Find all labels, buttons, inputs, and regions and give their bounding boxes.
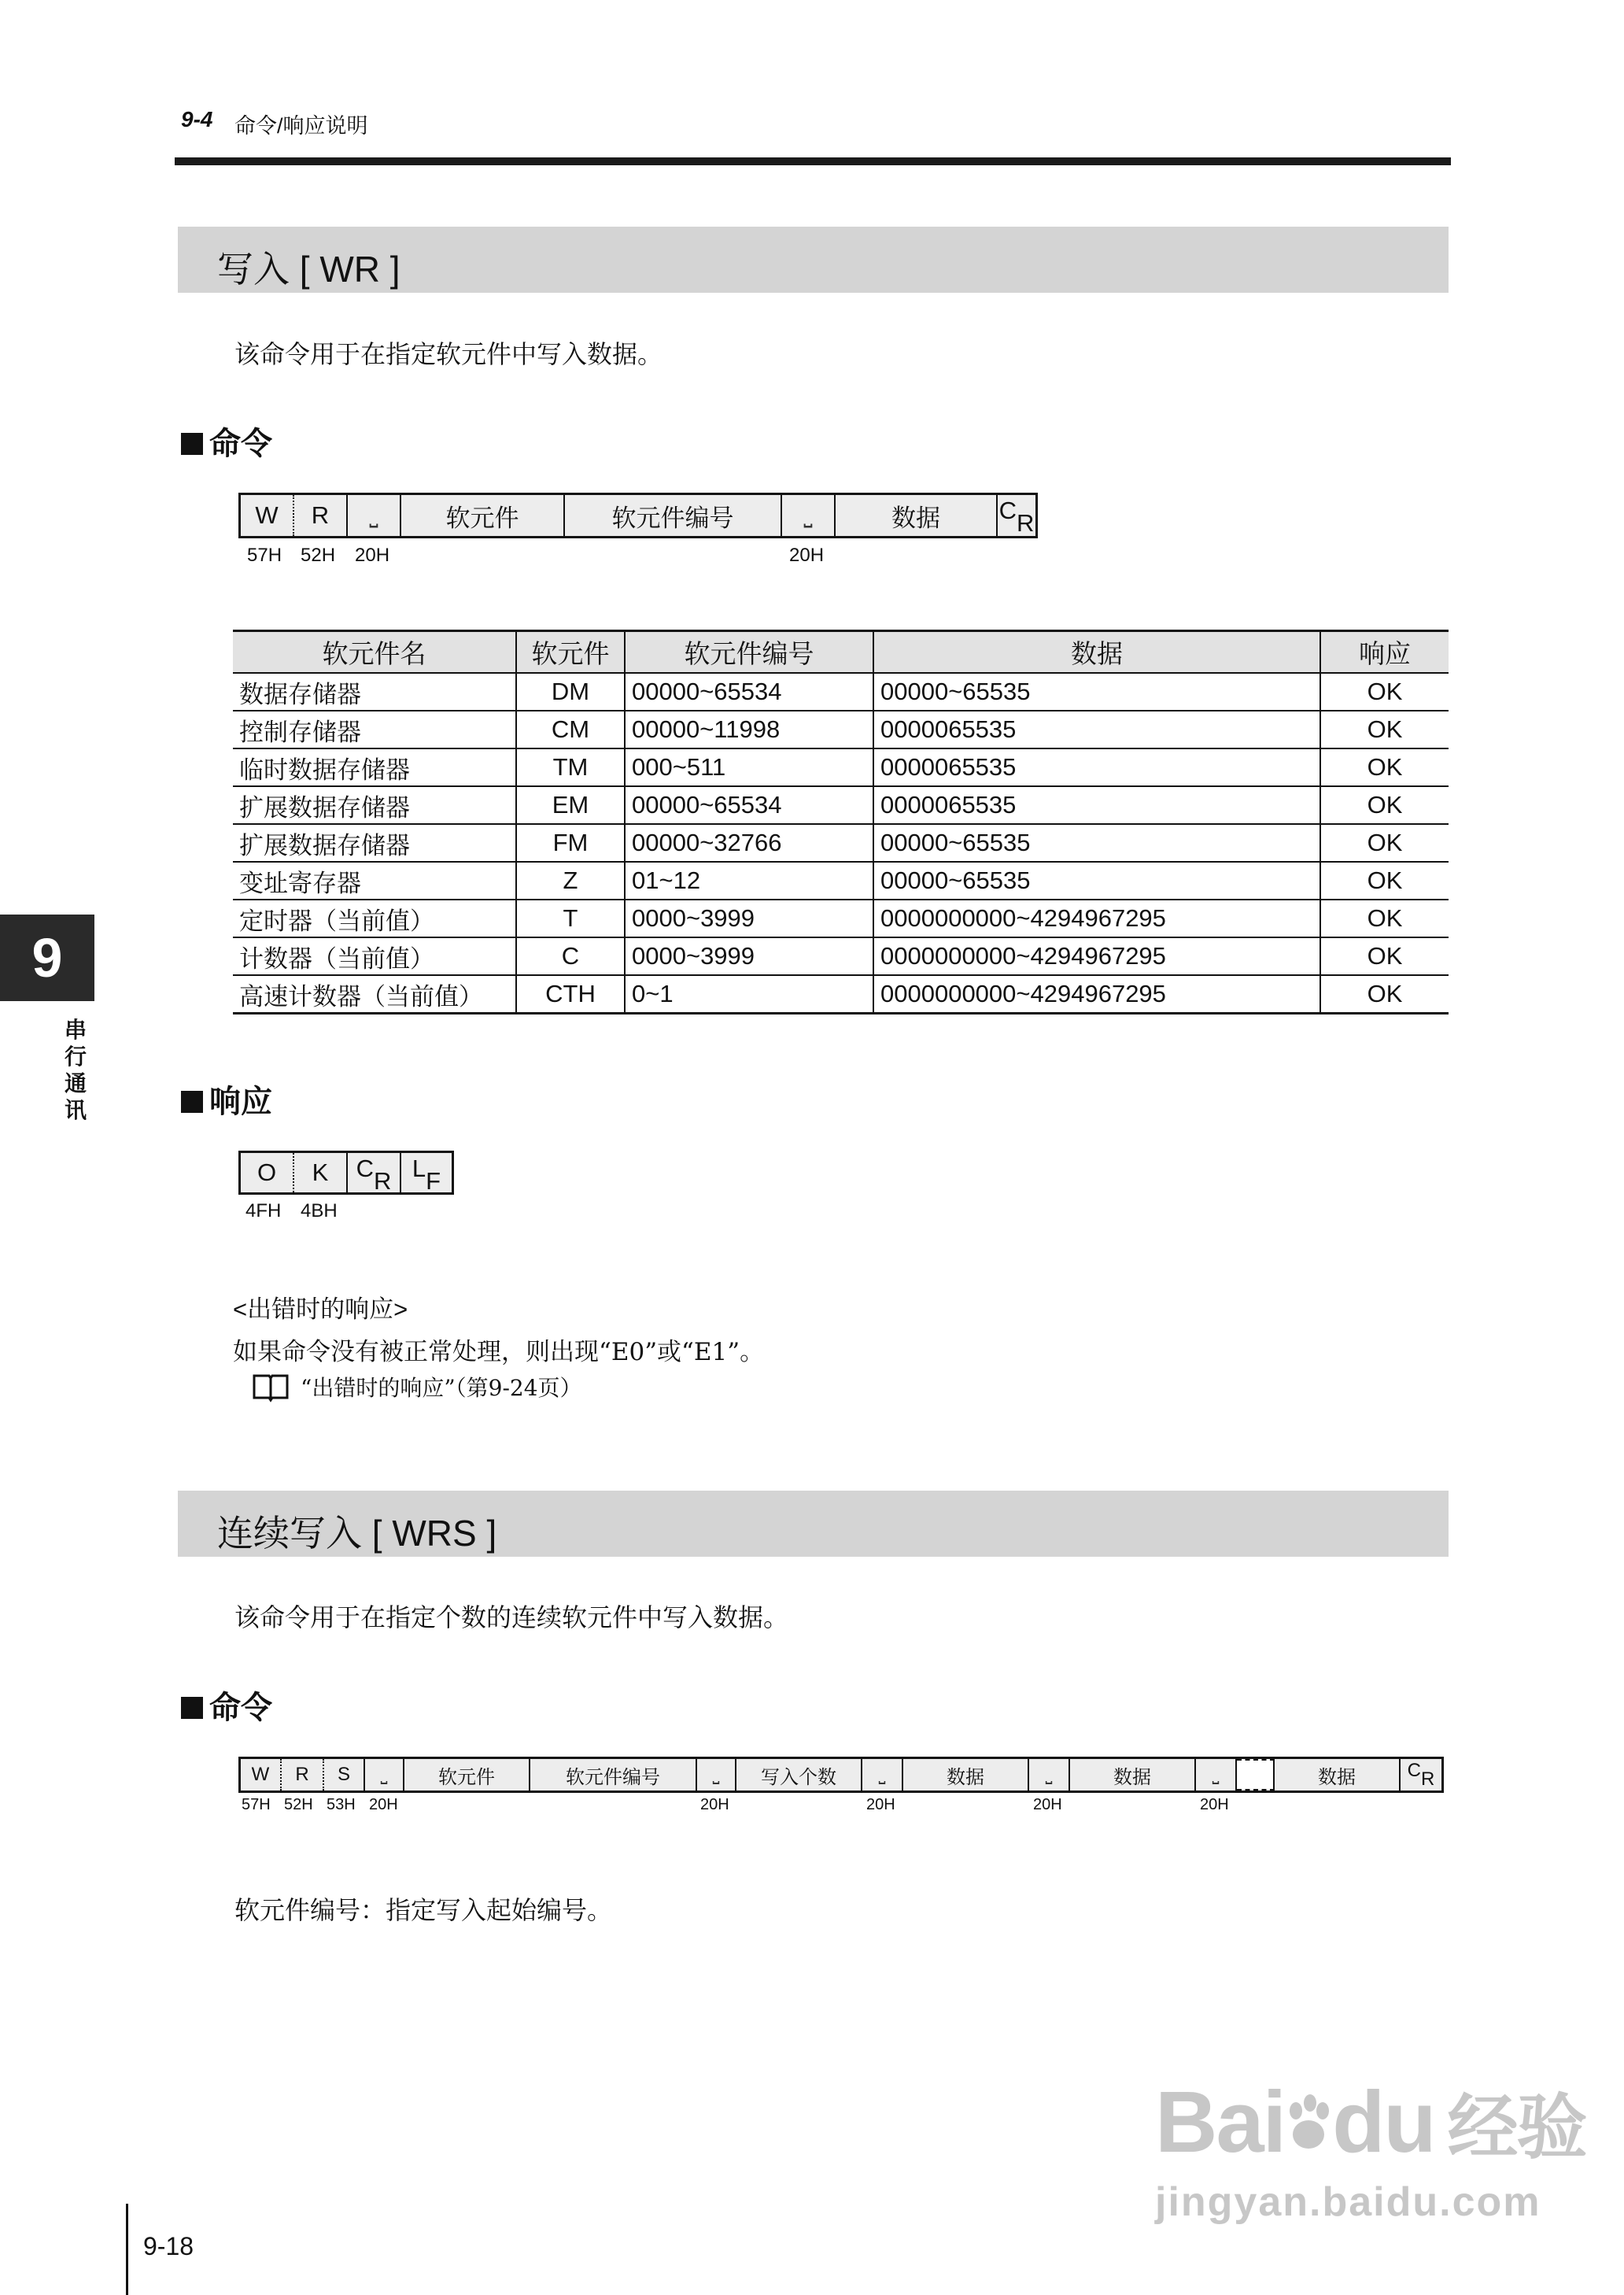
frame-space: ⎵ [782,495,836,536]
cell-name: 控制存储器 [233,711,516,748]
error-heading: <出错时的响应> [233,1295,408,1323]
frame-write-count: 写入个数 [736,1759,862,1791]
wrs-description: 该命令用于在指定个数的连续软元件中写入数据。 [234,1602,789,1632]
frame-device-number: 软元件编号 [530,1759,697,1791]
table-row [233,900,1449,937]
frame-space: ⎵ [348,495,401,536]
frame-device: 软元件 [404,1759,530,1791]
frame-device-number: 软元件编号 [565,495,782,536]
square-bullet-icon [181,1091,203,1113]
cell-data: 00000~65535 [873,673,1320,711]
cell-name: 定时器（当前值） [233,900,516,937]
hex-label: 20H [700,1796,729,1813]
frame-cr: C R [348,1153,401,1192]
reference-text[interactable]: “出错时的响应”（第9-24页） [301,1375,582,1401]
cell-name: 扩展数据存储器 [233,824,516,862]
frame-char-w: W [241,1759,282,1791]
wr-description: 该命令用于在指定软元件中写入数据。 [234,339,663,369]
page-number: 9-18 [143,2232,194,2260]
wrs-command-heading: 命令 [181,1683,272,1728]
frame-char-o: O [241,1153,294,1192]
wr-response-frame [238,1151,454,1195]
cell-data: 0000065535 [873,711,1320,748]
frame-space: ⎵ [1029,1759,1070,1791]
col-header: 软元件名 [233,631,516,674]
frame-data: 数据 [1275,1759,1401,1791]
frame-data: 数据 [1070,1759,1196,1791]
frame-char-r: R [294,495,348,536]
watermark-url: jingyan.baidu.com [1155,2179,1541,2225]
table-row [233,711,1449,748]
wr-section-bar [178,227,1449,293]
cell-response: OK [1320,786,1449,824]
hex-label: 52H [284,1796,313,1813]
frame-data: 数据 [903,1759,1029,1791]
frame-char-w: W [241,495,294,536]
table-row [233,673,1449,711]
cell-number: 00000~11998 [625,711,873,748]
frame-char-k: K [294,1153,348,1192]
hex-label: 20H [1200,1796,1229,1813]
square-bullet-icon [181,433,203,455]
frame-cr: C R [998,497,1035,537]
wr-section-title: 写入 [ WR ] [217,249,400,290]
cell-device: EM [516,786,625,824]
cell-response: OK [1320,900,1449,937]
hex-label: 4BH [301,1200,338,1221]
cell-response: OK [1320,824,1449,862]
hex-label: 20H [789,545,825,566]
wrs-section-bar [178,1491,1449,1557]
frame-space: ⎵ [365,1759,404,1791]
section-number: 9-4 [181,107,213,131]
cell-data: 00000~65535 [873,862,1320,900]
cell-number: 01~12 [625,862,873,900]
header-title: 命令/响应说明 [234,114,368,138]
wr-command-frame [238,493,1038,538]
hex-label: 20H [1033,1796,1062,1813]
cell-data: 0000000000~4294967295 [873,937,1320,975]
frame-data: 数据 [836,495,998,536]
cell-device: Z [516,862,625,900]
col-header: 响应 [1320,631,1449,674]
cell-device: C [516,937,625,975]
cell-number: 0~1 [625,975,873,1014]
cell-data: 0000000000~4294967295 [873,900,1320,937]
table-header-row [233,631,1449,674]
col-header: 软元件 [516,631,625,674]
cell-response: OK [1320,975,1449,1014]
hex-label: 20H [866,1796,895,1813]
hex-label: 53H [327,1796,356,1813]
cell-response: OK [1320,862,1449,900]
table-row [233,824,1449,862]
device-table [233,630,1449,1014]
wrs-command-frame [238,1757,1444,1793]
cell-data: 0000065535 [873,748,1320,786]
reference-link[interactable] [252,1371,582,1402]
frame-space: ⎵ [1196,1759,1237,1791]
wrs-note: 软元件编号：指定写入起始编号。 [234,1895,613,1925]
square-bullet-icon [181,1697,203,1719]
header-rule [175,157,1451,165]
cell-device: T [516,900,625,937]
cell-device: CM [516,711,625,748]
col-header: 软元件编号 [625,631,873,674]
footer-rule [126,2204,128,2295]
cell-name: 数据存储器 [233,673,516,711]
cell-name: 扩展数据存储器 [233,786,516,824]
cell-device: TM [516,748,625,786]
cell-device: FM [516,824,625,862]
frame-space: ⎵ [697,1759,736,1791]
frame-cr: C R [1401,1759,1441,1791]
cell-device: DM [516,673,625,711]
cell-data: 0000000000~4294967295 [873,975,1320,1014]
cell-response: OK [1320,711,1449,748]
frame-ellipsis-gap [1237,1759,1275,1791]
table-row [233,937,1449,975]
chapter-label: 串 行 通 讯 [64,1018,87,1122]
cell-device: CTH [516,975,625,1014]
hex-label: 4FH [245,1200,282,1221]
hex-label: 57H [247,545,282,566]
cell-name: 临时数据存储器 [233,748,516,786]
cell-response: OK [1320,748,1449,786]
frame-char-s: S [324,1759,365,1791]
table-row [233,748,1449,786]
cell-number: 0000~3999 [625,900,873,937]
cell-name: 变址寄存器 [233,862,516,900]
hex-label: 52H [301,545,336,566]
chapter-tab: 9 [0,915,94,1001]
book-icon [252,1371,290,1402]
frame-device: 软元件 [401,495,565,536]
cell-number: 00000~65534 [625,673,873,711]
cell-response: OK [1320,937,1449,975]
cell-response: OK [1320,673,1449,711]
error-text: 如果命令没有被正常处理，则出现“E0”或“E1”。 [233,1338,765,1366]
wr-response-heading: 响应 [181,1077,272,1122]
hex-label: 20H [355,545,390,566]
cell-name: 计数器（当前值） [233,937,516,975]
cell-name: 高速计数器（当前值） [233,975,516,1014]
frame-char-r: R [282,1759,324,1791]
table-row [233,786,1449,824]
table-row [233,975,1449,1014]
cell-data: 0000065535 [873,786,1320,824]
paw-icon [1285,2072,1332,2172]
cell-number: 00000~32766 [625,824,873,862]
hex-label: 57H [242,1796,271,1813]
table-row [233,862,1449,900]
baidu-watermark: Bai du 经验 [1155,2074,1586,2171]
hex-label: 20H [369,1796,398,1813]
cell-data: 00000~65535 [873,824,1320,862]
col-header: 数据 [873,631,1320,674]
frame-lf: L F [401,1153,452,1192]
wrs-section-title: 连续写入 [ WRS ] [217,1513,497,1554]
cell-number: 000~511 [625,748,873,786]
wr-command-heading: 命令 [181,419,272,464]
frame-space: ⎵ [862,1759,903,1791]
cell-number: 00000~65534 [625,786,873,824]
cell-number: 0000~3999 [625,937,873,975]
